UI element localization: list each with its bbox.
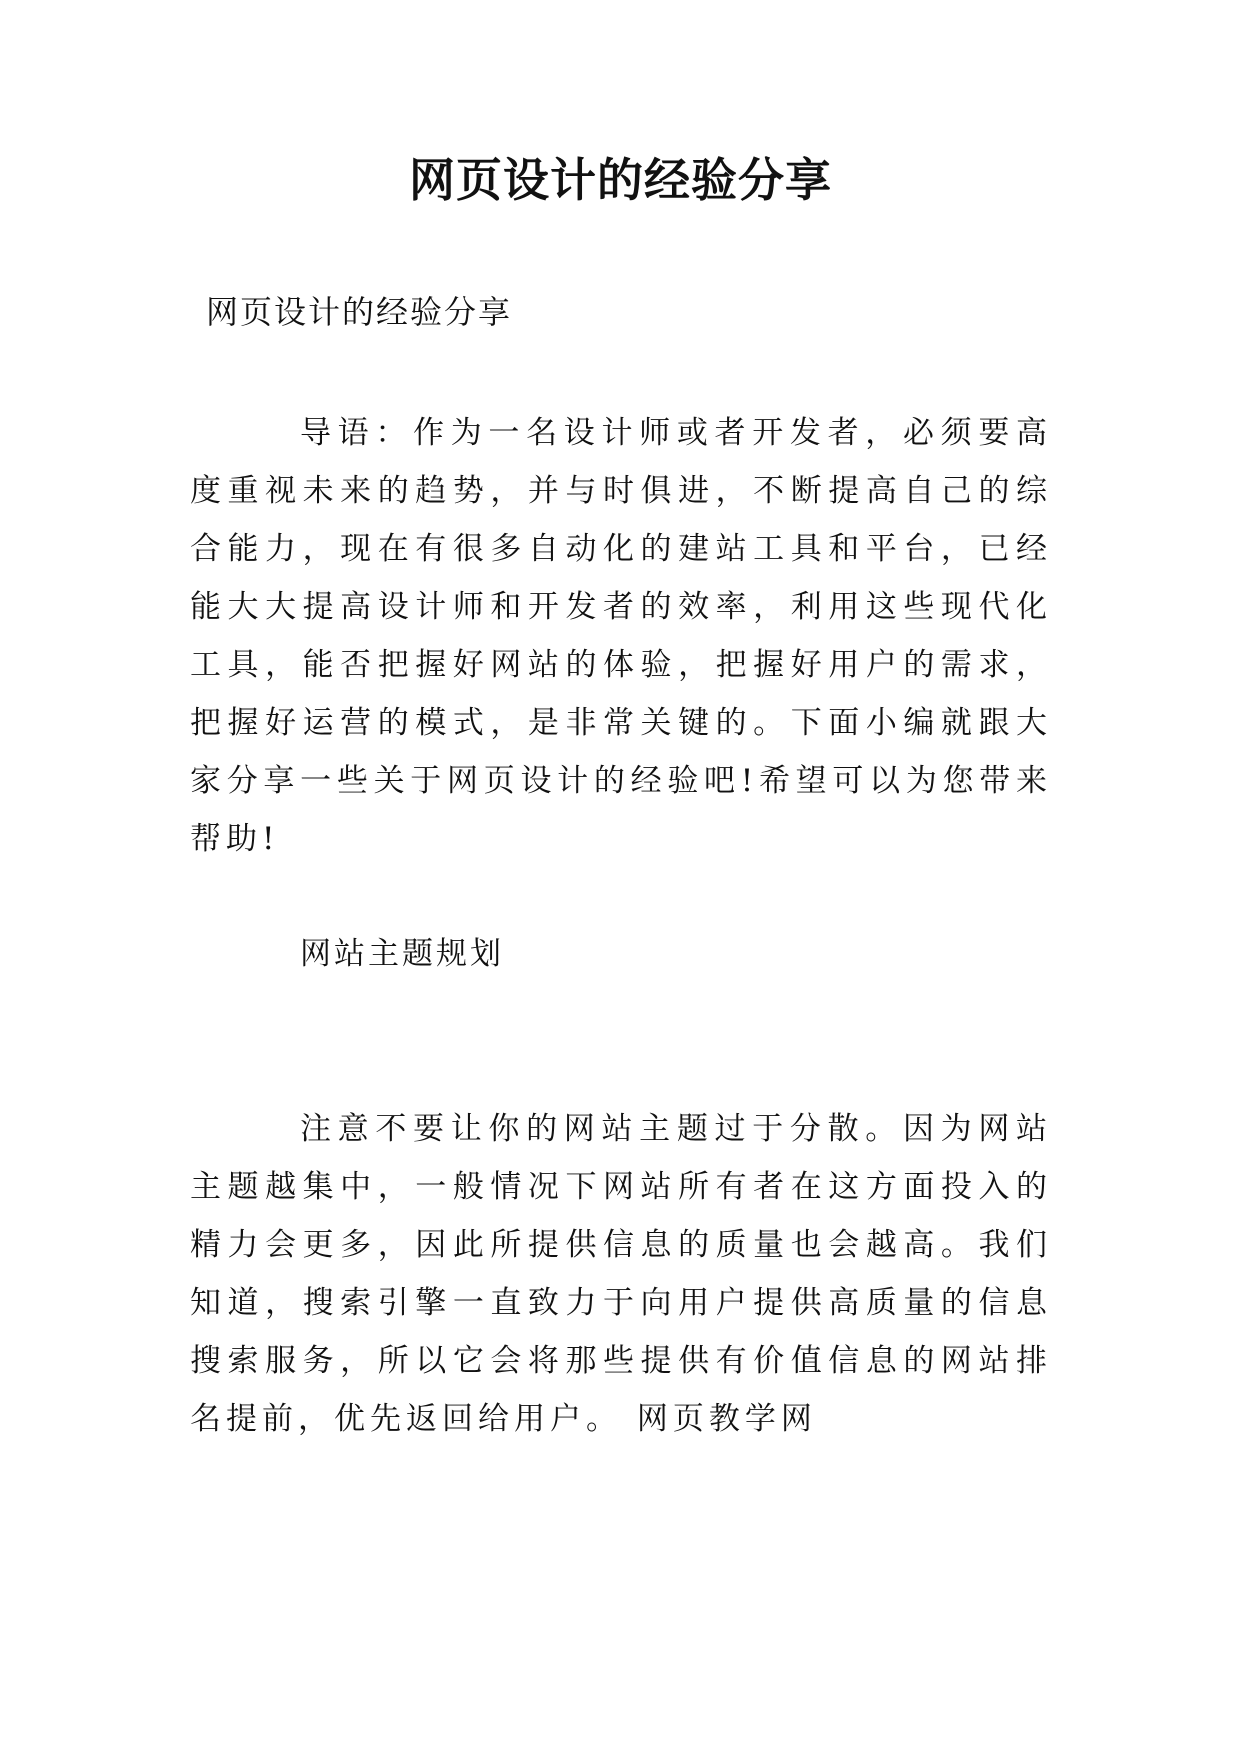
section-paragraph: 注意不要让你的网站主题过于分散。因为网站主题越集中，一般情况下网站所有者在这方面投入的精力会更多，因此所提供信息的质量也会越高。我们知道，搜索引擎一直致力于向用户提供高质量的信息搜索服务，所以它会将那些提供有价值信息的网站排名提前，优先返回给用户。 网页教学网 [190, 1111, 1052, 1437]
document-title: 网页设计的经验分享 [409, 153, 832, 207]
section-heading: 网站主题规划 [300, 936, 504, 972]
document-subtitle: 网页设计的经验分享 [206, 293, 513, 331]
intro-paragraph: 导语：作为一名设计师或者开发者，必须要高度重视未来的趋势，并与时俱进，不断提高自己的综合能力，现在有很多自动化的建站工具和平台，已经能大大提高设计师和开发者的效率，利用这些现代化工具，能否把握好网站的体验，把握好用户的需求，把握好运营的模式，是非常关键的。下面小编就跟大家分享一些关于网页设计的经验吧!希望可以为您带来帮助! [190, 415, 1052, 857]
